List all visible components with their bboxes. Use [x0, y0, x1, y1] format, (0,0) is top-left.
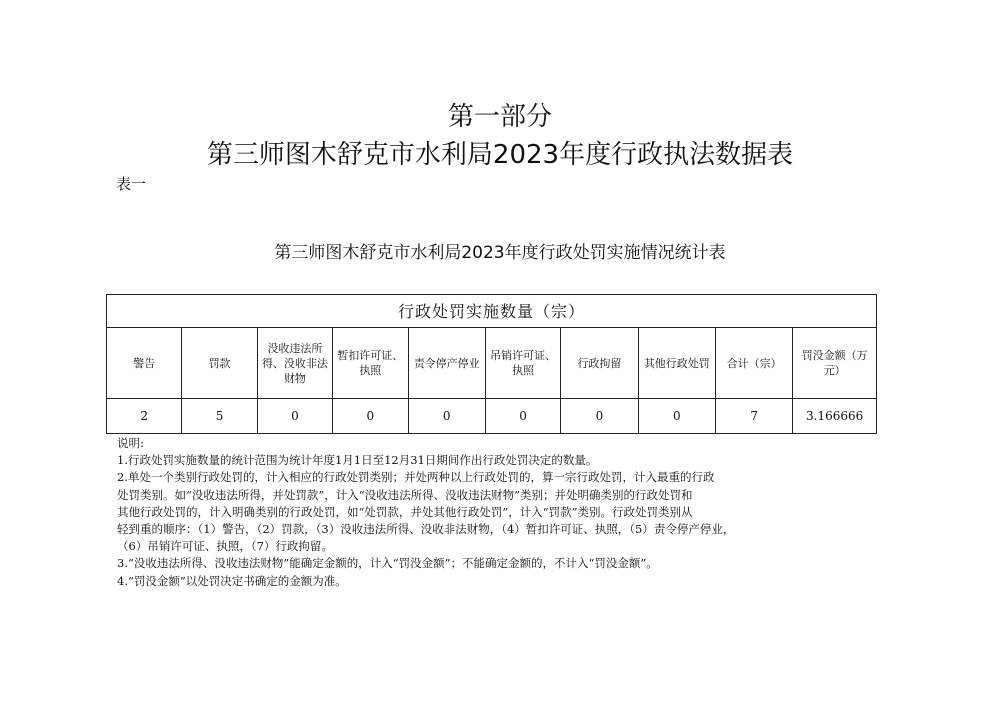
table-title: 第三师图木舒克市水利局2023年度行政处罚实施情况统计表 — [274, 243, 726, 263]
column-header: 罚没金额（万元） — [793, 328, 877, 399]
column-header: 没收违法所得、没收非法财物 — [257, 328, 332, 399]
column-header: 罚款 — [182, 328, 257, 399]
table-cell: 0 — [408, 399, 485, 434]
part-title: 第一部分 — [447, 102, 552, 132]
column-header: 合计（宗） — [716, 328, 793, 399]
table-cell: 2 — [107, 399, 182, 434]
table-label: 表一 — [116, 175, 147, 193]
note-line: 处罚类别。如“没收违法所得，并处罚款”，计入“没收违法所得、没收违法财物”类别；并处明确类别的行政处罚和 — [117, 487, 693, 502]
note-line: 4.“罚没金额”以处罚决定书确定的金额为准。 — [117, 573, 347, 588]
note-line: 其他行政处罚的，计入明确类别的行政处罚，如“处罚款，并处其他行政处罚”，计入“罚款”类别。行政处罚类别从 — [117, 504, 693, 519]
notes-section — [117, 435, 877, 590]
note-line: 2.单处一个类别行政处罚的，计入相应的行政处罚类别；并处两种以上行政处罚的，算一宗行政处罚，计入最重的行政 — [117, 470, 715, 485]
table-cell: 0 — [333, 399, 408, 434]
table-cell: 3.166666 — [793, 399, 877, 434]
column-header: 责令停产停业 — [408, 328, 485, 399]
note-line: 3.“没收违法所得、没收违法财物”能确定金额的，计入“罚没金额”；不能确定金额的，不计入“罚没金额”。 — [117, 556, 658, 571]
notes-heading: 说明: — [117, 436, 144, 450]
column-header: 其他行政处罚 — [638, 328, 715, 399]
column-header: 吊销许可证、执照 — [485, 328, 560, 399]
note-line: 1.行政处罚实施数量的统计范围为统计年度1月1日至12月31日期间作出行政处罚决定的数量。 — [117, 453, 598, 468]
document-title: 第三师图木舒克市水利局2023年度行政执法数据表 — [206, 140, 794, 170]
table-cell: 7 — [716, 399, 793, 434]
column-header: 警告 — [107, 328, 182, 399]
table-cell: 5 — [182, 399, 257, 434]
table-cell: 0 — [638, 399, 715, 434]
note-line: 轻到重的顺序：（1）警告，（2）罚款，（3）没收违法所得、没收非法财物，（4）暂扣许可证、执照，（5）责令停产停业， — [117, 522, 735, 537]
table-cell: 0 — [257, 399, 332, 434]
table-cell: 0 — [485, 399, 560, 434]
penalty-statistics-table — [106, 294, 877, 434]
column-header: 暂扣许可证、执照 — [333, 328, 408, 399]
column-header: 行政拘留 — [561, 328, 638, 399]
table-cell: 0 — [561, 399, 638, 434]
note-line: （6）吊销许可证、执照，（7）行政拘留。 — [117, 539, 333, 554]
table-group-header: 行政处罚实施数量（宗） — [107, 295, 877, 328]
